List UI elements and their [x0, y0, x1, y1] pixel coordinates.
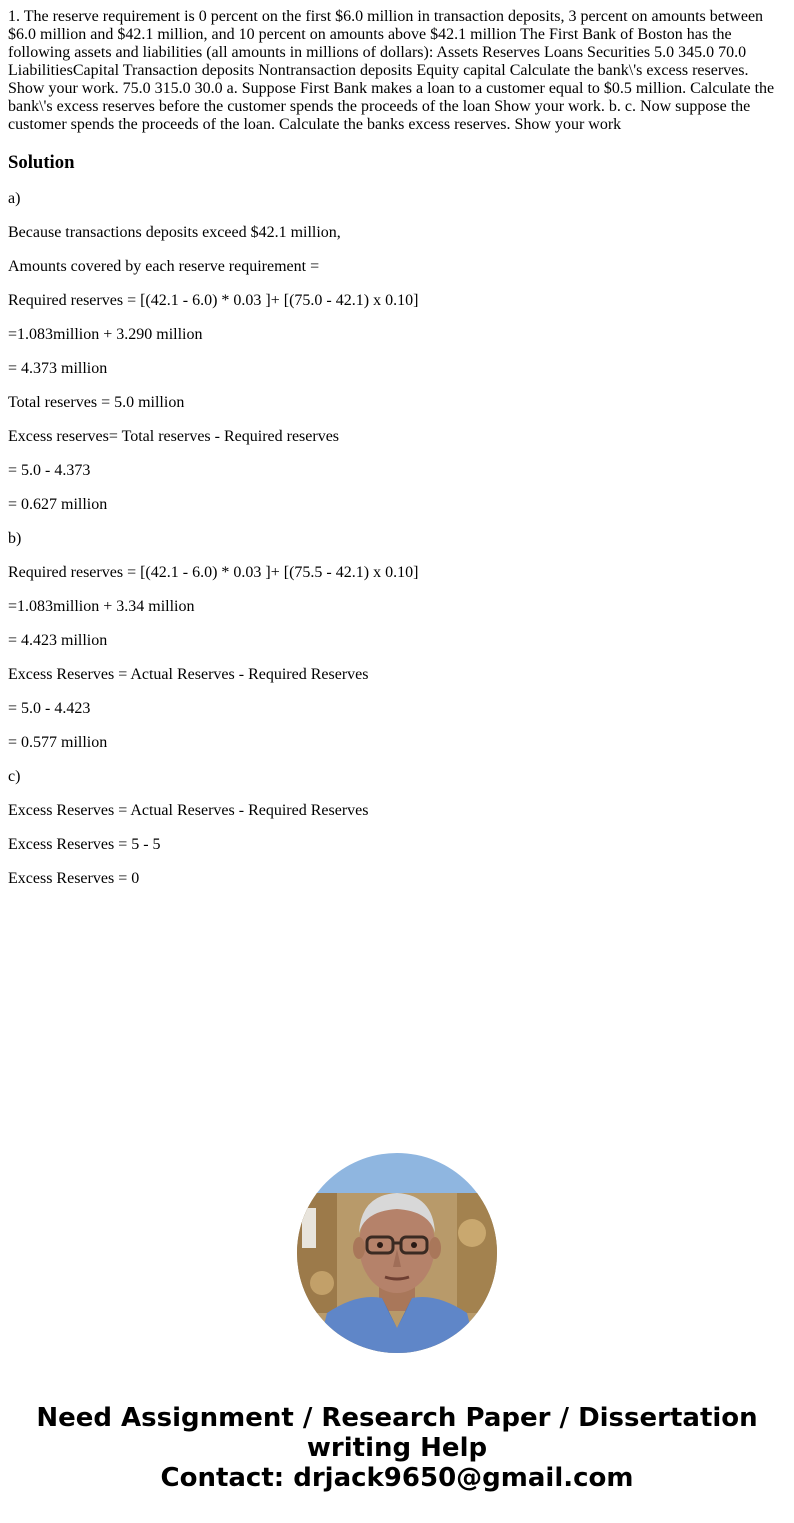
solution-step: Excess Reserves = Actual Reserves - Required Reserves: [8, 802, 369, 819]
person-portrait-icon: [297, 1153, 497, 1353]
solution-step: Excess Reserves = 0: [8, 870, 140, 887]
solution-step: c): [8, 768, 21, 785]
banner-line-2: writing Help: [306, 1433, 488, 1463]
banner-line-1: Need Assignment / Research Paper / Dissertation: [36, 1403, 758, 1433]
author-avatar: [297, 1153, 497, 1353]
question-text: 1. The reserve requirement is 0 percent on the first $6.0 million in transaction deposits, 3 percent on amounts between $6.0 million and $42.1 million, and 10 percent on amounts above $42.1 million The First Bank of Boston has the following assets and liabilities (all amounts in millions of dollars): Assets Reserves Loans Securities 5.0 345.0 70.0 LiabilitiesCapital Transaction deposits Nontransaction deposits Equity capital Calculate the bank\'s excess reserves. Show your work. 75.0 315.0 30.0 a. Suppose First Bank makes a loan to a customer equal to $0.5 million. Calculate the bank\'s excess reserves before the customer spends the proceeds of the loan Show your work. b. c. Now suppose the customer spends the proceeds of the loan. Calculate the banks excess reserves. Show your work: [8, 8, 775, 133]
solution-steps: [8, 190, 786, 888]
solution-step: a): [8, 190, 21, 207]
solution-step: Excess Reserves = 5 - 5: [8, 836, 161, 853]
solution-step: Excess reserves= Total reserves - Required reserves: [8, 428, 340, 445]
solution-step: = 0.577 million: [8, 734, 108, 751]
solution-step: = 0.627 million: [8, 496, 108, 513]
solution-step: Total reserves = 5.0 million: [8, 394, 185, 411]
banner-contact-line: Contact: drjack9650@gmail.com: [160, 1463, 634, 1493]
solution-step: Amounts covered by each reserve requirement =: [8, 258, 320, 275]
solution-step: Required reserves = [(42.1 - 6.0) * 0.03 ]+ [(75.0 - 42.1) x 0.10]: [8, 292, 419, 309]
solution-heading: Solution: [8, 152, 75, 173]
solution-step: = 4.373 million: [8, 360, 108, 377]
solution-step: Required reserves = [(42.1 - 6.0) * 0.03 ]+ [(75.5 - 42.1) x 0.10]: [8, 564, 419, 581]
document-content: [8, 8, 786, 904]
solution-step: =1.083million + 3.290 million: [8, 326, 203, 343]
solution-step: Because transactions deposits exceed $42.1 million,: [8, 224, 341, 241]
solution-step: Excess Reserves = Actual Reserves - Required Reserves: [8, 666, 369, 683]
solution-step: =1.083million + 3.34 million: [8, 598, 195, 615]
solution-step: = 5.0 - 4.423: [8, 700, 91, 717]
contact-banner: [0, 1403, 794, 1493]
solution-step: = 4.423 million: [8, 632, 108, 649]
solution-step: = 5.0 - 4.373: [8, 462, 91, 479]
solution-step: b): [8, 530, 22, 547]
